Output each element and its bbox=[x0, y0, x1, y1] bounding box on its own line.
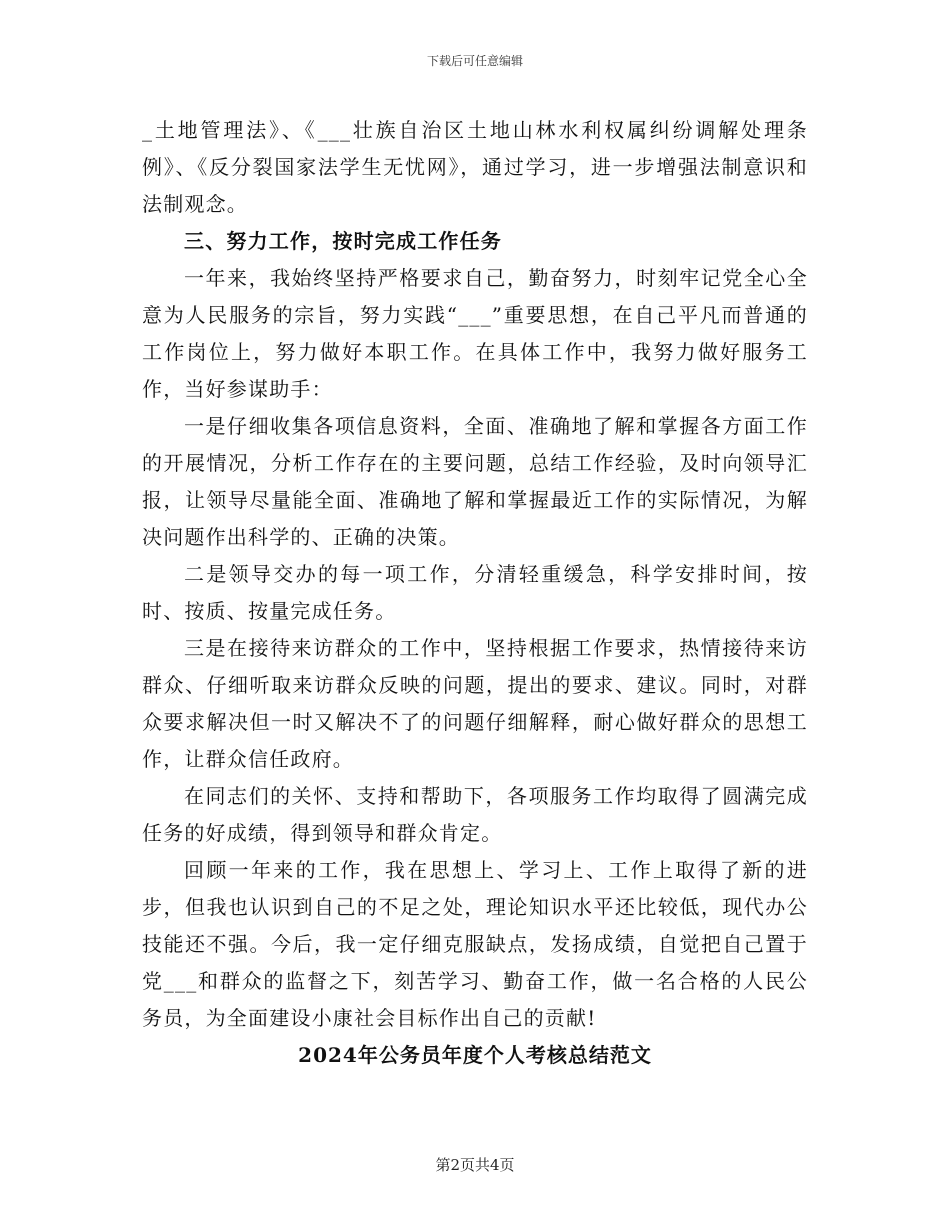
paragraph-point-three: 三是在接待来访群众的工作中，坚持根据工作要求，热情接待来访群众、仔细听取来访群众反映的问题，提出的要求、建议。同时，对群众要求解决但一时又解决不了的问题仔细解释，耐心做好群众的思想工作，让群众信任政府。 bbox=[142, 636, 808, 771]
page-header: 下载后可任意编辑 bbox=[426, 54, 523, 68]
page-footer: 第2页共4页 bbox=[435, 1156, 515, 1174]
document-body bbox=[142, 112, 808, 1074]
section-heading-3: 三、努力工作，按时完成工作任务 bbox=[184, 229, 502, 253]
paragraph-review: 回顾一年来的工作，我在思想上、学习上、工作上取得了新的进步，但我也认识到自己的不足之处，理论知识水平还比较低，现代办公技能还不强。今后，我一定仔细克服缺点，发扬成绩，自觉把自己置于党___和群众的监督之下，刻苦学习、勤奋工作，做一名合格的人民公务员，为全面建设小康社会目标作出自己的贡献! bbox=[142, 858, 808, 1030]
paragraph-achievement: 在同志们的关怀、支持和帮助下，各项服务工作均取得了圆满完成任务的好成绩，得到领导和群众肯定。 bbox=[142, 784, 808, 845]
document-title: 2024年公务员年度个人考核总结范文 bbox=[298, 1043, 652, 1067]
paragraph-work-summary: 一年来，我始终坚持严格要求自己，勤奋努力，时刻牢记党全心全意为人民服务的宗旨，努力实践“___”重要思想，在自己平凡而普通的工作岗位上，努力做好本职工作。在具体工作中，我努力做好服务工作，当好参谋助手： bbox=[142, 266, 808, 401]
paragraph-point-one: 一是仔细收集各项信息资料，全面、准确地了解和掌握各方面工作的开展情况，分析工作存在的主要问题，总结工作经验，及时向领导汇报，让领导尽量能全面、准确地了解和掌握最近工作的实际情况，为解决问题作出科学的、正确的决策。 bbox=[142, 414, 808, 549]
paragraph-point-two: 二是领导交办的每一项工作，分清轻重缓急，科学安排时间，按时、按质、按量完成任务。 bbox=[142, 562, 808, 623]
paragraph-law-study: _土地管理法》、《___壮族自治区土地山林水利权属纠纷调解处理条例》、《反分裂国家法学生无忧网》，通过学习，进一步增强法制意识和法制观念。 bbox=[142, 118, 808, 216]
